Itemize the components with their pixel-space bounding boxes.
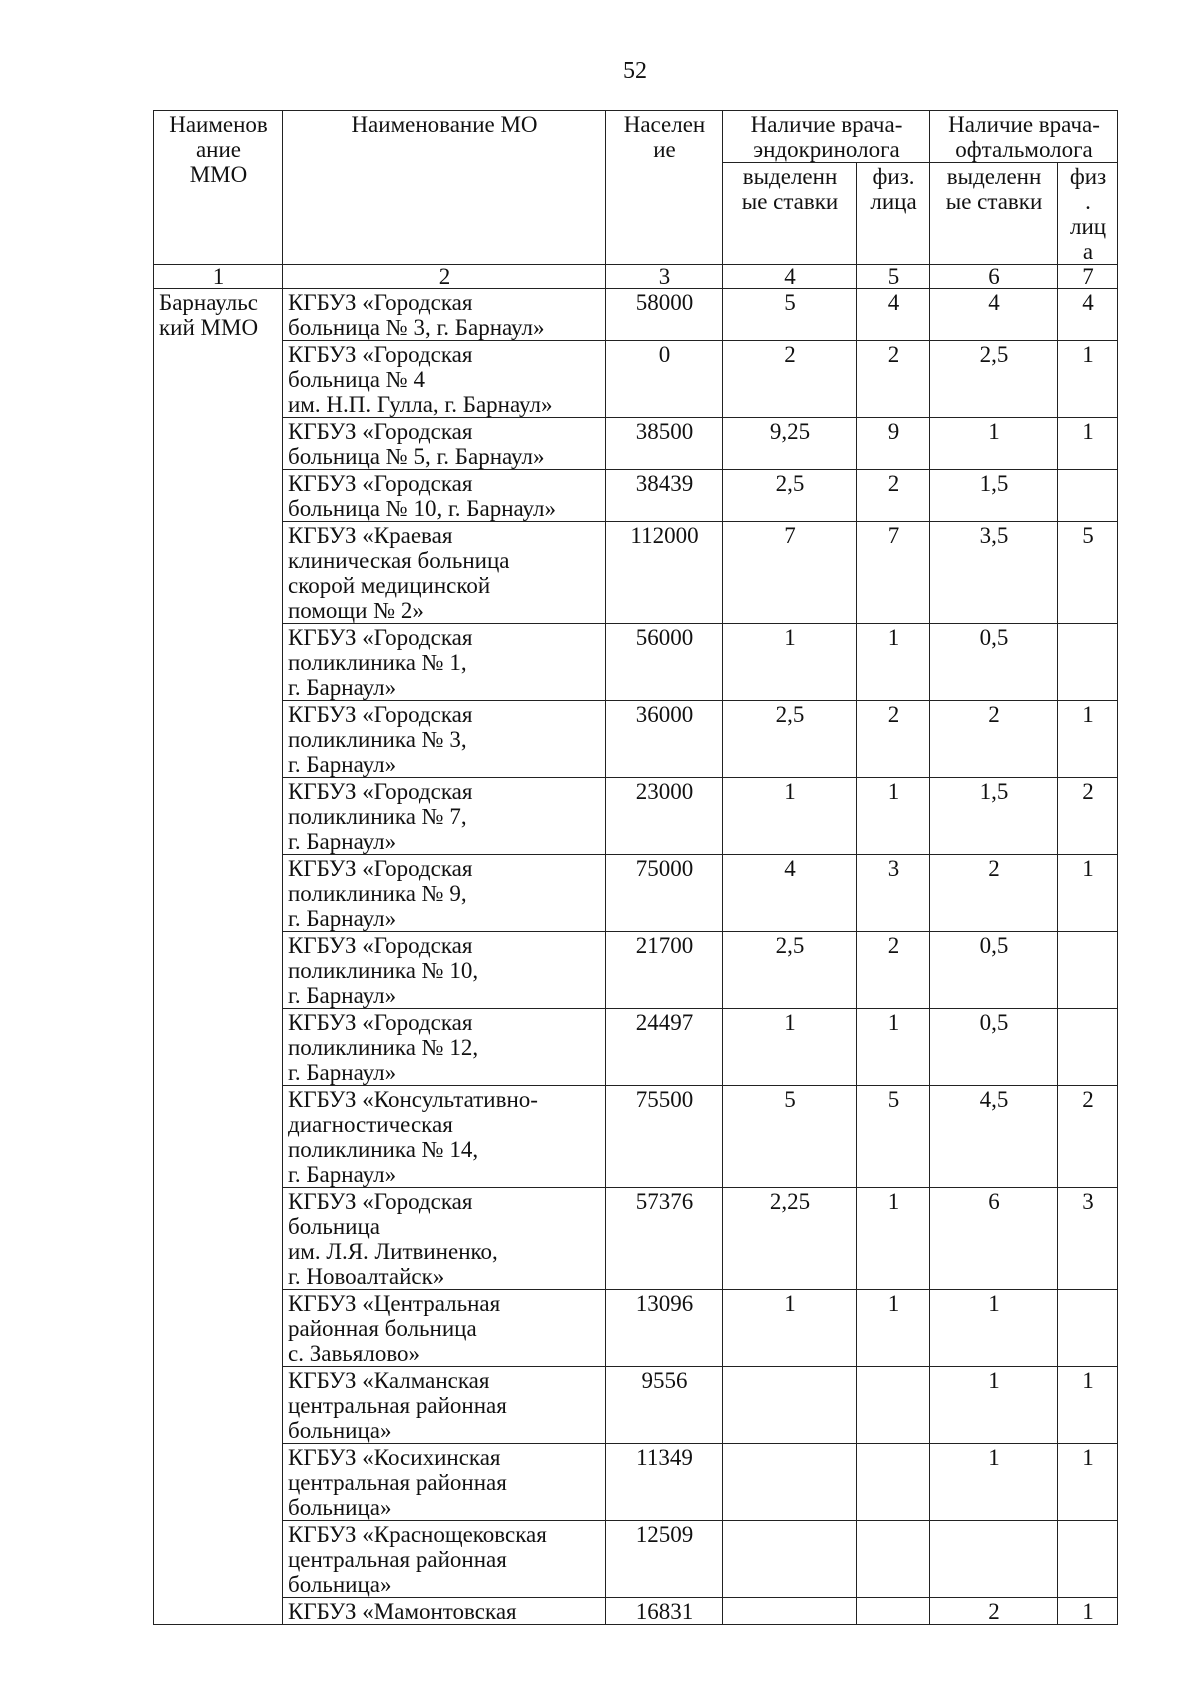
mo-name-cell: КГБУЗ «Городская поликлиника № 1, г. Барнаул»	[283, 624, 606, 701]
doctors-table	[153, 110, 1118, 1625]
endo-rates-cell: 1	[723, 624, 857, 701]
ophth-rates-cell: 2	[930, 1598, 1058, 1625]
endo-rates-cell	[723, 1444, 857, 1521]
endo-rates-cell: 2,25	[723, 1188, 857, 1290]
endo-persons-cell	[857, 1521, 930, 1598]
table-row	[154, 289, 1118, 341]
page-number: 52	[623, 58, 647, 84]
population-cell: 58000	[606, 289, 723, 341]
mo-name-cell: КГБУЗ «Мамонтовская	[283, 1598, 606, 1625]
mo-name-cell: КГБУЗ «Городская поликлиника № 12, г. Барнаул»	[283, 1009, 606, 1086]
endo-persons-cell: 7	[857, 522, 930, 624]
ophth-persons-cell: 1	[1058, 701, 1118, 778]
table-row	[154, 1444, 1118, 1521]
table-row	[154, 470, 1118, 522]
endo-persons-cell	[857, 1367, 930, 1444]
header-ophth-persons: физ . лиц а	[1058, 163, 1118, 265]
endo-persons-cell: 1	[857, 1188, 930, 1290]
endo-rates-cell: 5	[723, 289, 857, 341]
table-header	[154, 111, 1118, 289]
mo-name-cell: КГБУЗ «Калманская центральная районная больница»	[283, 1367, 606, 1444]
column-number: 3	[606, 265, 723, 289]
population-cell: 75000	[606, 855, 723, 932]
table-row	[154, 522, 1118, 624]
endo-persons-cell: 2	[857, 701, 930, 778]
table-row	[154, 1009, 1118, 1086]
ophth-rates-cell	[930, 1521, 1058, 1598]
mmo-name-cell: Барнаульс кий ММО	[154, 289, 283, 1625]
population-cell: 13096	[606, 1290, 723, 1367]
endo-rates-cell: 1	[723, 778, 857, 855]
endo-persons-cell	[857, 1598, 930, 1625]
mo-name-cell: КГБУЗ «Городская больница № 10, г. Барнаул»	[283, 470, 606, 522]
population-cell: 56000	[606, 624, 723, 701]
header-endocrinologist: Наличие врача- эндокринолога	[723, 111, 930, 163]
ophth-rates-cell: 4	[930, 289, 1058, 341]
mo-name-cell: КГБУЗ «Городская больница им. Л.Я. Литвиненко, г. Новоалтайск»	[283, 1188, 606, 1290]
table-row	[154, 1521, 1118, 1598]
header-endo-persons: физ. лица	[857, 163, 930, 265]
endo-rates-cell: 1	[723, 1009, 857, 1086]
population-cell: 38500	[606, 418, 723, 470]
ophth-persons-cell: 1	[1058, 1444, 1118, 1521]
header-ophthalmologist: Наличие врача- офтальмолога	[930, 111, 1118, 163]
column-number: 7	[1058, 265, 1118, 289]
endo-persons-cell: 1	[857, 624, 930, 701]
table-row	[154, 1086, 1118, 1188]
ophth-persons-cell	[1058, 1521, 1118, 1598]
endo-rates-cell	[723, 1367, 857, 1444]
header-ophth-rates: выделенн ые ставки	[930, 163, 1058, 265]
endo-rates-cell: 2,5	[723, 470, 857, 522]
column-number: 6	[930, 265, 1058, 289]
endo-rates-cell: 1	[723, 1290, 857, 1367]
table-row	[154, 855, 1118, 932]
column-number: 1	[154, 265, 283, 289]
ophth-persons-cell: 1	[1058, 855, 1118, 932]
endo-persons-cell	[857, 1444, 930, 1521]
mo-name-cell: КГБУЗ «Городская поликлиника № 7, г. Барнаул»	[283, 778, 606, 855]
header-population: Населен ие	[606, 111, 723, 265]
column-number: 2	[283, 265, 606, 289]
mo-name-cell: КГБУЗ «Косихинская центральная районная больница»	[283, 1444, 606, 1521]
endo-persons-cell: 1	[857, 1009, 930, 1086]
column-numbers-row	[154, 265, 1118, 289]
table-row	[154, 932, 1118, 1009]
population-cell: 112000	[606, 522, 723, 624]
endo-rates-cell: 2	[723, 341, 857, 418]
ophth-persons-cell: 1	[1058, 418, 1118, 470]
ophth-persons-cell	[1058, 932, 1118, 1009]
endo-rates-cell: 2,5	[723, 701, 857, 778]
mo-name-cell: КГБУЗ «Краевая клиническая больница скорой медицинской помощи № 2»	[283, 522, 606, 624]
mo-name-cell: КГБУЗ «Краснощековская центральная районная больница»	[283, 1521, 606, 1598]
ophth-rates-cell: 0,5	[930, 932, 1058, 1009]
endo-persons-cell: 5	[857, 1086, 930, 1188]
column-number: 4	[723, 265, 857, 289]
mo-name-cell: КГБУЗ «Городская больница № 5, г. Барнаул»	[283, 418, 606, 470]
endo-persons-cell: 9	[857, 418, 930, 470]
mo-name-cell: КГБУЗ «Консультативно- диагностическая поликлиника № 14, г. Барнаул»	[283, 1086, 606, 1188]
ophth-persons-cell	[1058, 1009, 1118, 1086]
mo-name-cell: КГБУЗ «Городская больница № 3, г. Барнаул»	[283, 289, 606, 341]
population-cell: 11349	[606, 1444, 723, 1521]
ophth-rates-cell: 4,5	[930, 1086, 1058, 1188]
population-cell: 36000	[606, 701, 723, 778]
ophth-persons-cell: 2	[1058, 1086, 1118, 1188]
ophth-persons-cell: 4	[1058, 289, 1118, 341]
endo-persons-cell: 2	[857, 470, 930, 522]
population-cell: 57376	[606, 1188, 723, 1290]
ophth-rates-cell: 1,5	[930, 778, 1058, 855]
endo-persons-cell: 3	[857, 855, 930, 932]
population-cell: 38439	[606, 470, 723, 522]
endo-rates-cell: 5	[723, 1086, 857, 1188]
ophth-rates-cell: 1	[930, 1290, 1058, 1367]
table-row	[154, 1598, 1118, 1625]
ophth-rates-cell: 2	[930, 701, 1058, 778]
ophth-rates-cell: 0,5	[930, 624, 1058, 701]
population-cell: 75500	[606, 1086, 723, 1188]
header-endo-rates: выделенн ые ставки	[723, 163, 857, 265]
ophth-rates-cell: 2,5	[930, 341, 1058, 418]
population-cell: 23000	[606, 778, 723, 855]
population-cell: 16831	[606, 1598, 723, 1625]
endo-rates-cell: 2,5	[723, 932, 857, 1009]
ophth-rates-cell: 6	[930, 1188, 1058, 1290]
endo-persons-cell: 1	[857, 778, 930, 855]
population-cell: 24497	[606, 1009, 723, 1086]
ophth-persons-cell	[1058, 470, 1118, 522]
table-row	[154, 418, 1118, 470]
population-cell: 9556	[606, 1367, 723, 1444]
table-row	[154, 1290, 1118, 1367]
mo-name-cell: КГБУЗ «Городская поликлиника № 9, г. Барнаул»	[283, 855, 606, 932]
ophth-persons-cell: 1	[1058, 1598, 1118, 1625]
endo-rates-cell: 4	[723, 855, 857, 932]
endo-rates-cell	[723, 1598, 857, 1625]
endo-persons-cell: 4	[857, 289, 930, 341]
column-number: 5	[857, 265, 930, 289]
ophth-rates-cell: 1	[930, 1444, 1058, 1521]
mo-name-cell: КГБУЗ «Городская больница № 4 им. Н.П. Гулла, г. Барнаул»	[283, 341, 606, 418]
ophth-persons-cell: 1	[1058, 341, 1118, 418]
ophth-rates-cell: 1	[930, 1367, 1058, 1444]
endo-persons-cell: 1	[857, 1290, 930, 1367]
table-body	[154, 289, 1118, 1625]
ophth-rates-cell: 0,5	[930, 1009, 1058, 1086]
table-row	[154, 624, 1118, 701]
ophth-rates-cell: 3,5	[930, 522, 1058, 624]
population-cell: 0	[606, 341, 723, 418]
header-mo: Наименование МО	[283, 111, 606, 265]
table-row	[154, 1188, 1118, 1290]
mo-name-cell: КГБУЗ «Городская поликлиника № 10, г. Барнаул»	[283, 932, 606, 1009]
table-row	[154, 778, 1118, 855]
ophth-rates-cell: 1	[930, 418, 1058, 470]
ophth-persons-cell: 2	[1058, 778, 1118, 855]
ophth-persons-cell	[1058, 624, 1118, 701]
endo-rates-cell	[723, 1521, 857, 1598]
table-row	[154, 1367, 1118, 1444]
table-row	[154, 701, 1118, 778]
ophth-persons-cell	[1058, 1290, 1118, 1367]
mo-name-cell: КГБУЗ «Центральная районная больница с. Завьялово»	[283, 1290, 606, 1367]
table-row	[154, 341, 1118, 418]
header-mmo: Наименов ание ММО	[154, 111, 283, 265]
ophth-persons-cell: 1	[1058, 1367, 1118, 1444]
endo-persons-cell: 2	[857, 932, 930, 1009]
population-cell: 12509	[606, 1521, 723, 1598]
population-cell: 21700	[606, 932, 723, 1009]
endo-rates-cell: 7	[723, 522, 857, 624]
endo-rates-cell: 9,25	[723, 418, 857, 470]
ophth-persons-cell: 3	[1058, 1188, 1118, 1290]
ophth-rates-cell: 1,5	[930, 470, 1058, 522]
ophth-rates-cell: 2	[930, 855, 1058, 932]
mo-name-cell: КГБУЗ «Городская поликлиника № 3, г. Барнаул»	[283, 701, 606, 778]
ophth-persons-cell: 5	[1058, 522, 1118, 624]
endo-persons-cell: 2	[857, 341, 930, 418]
